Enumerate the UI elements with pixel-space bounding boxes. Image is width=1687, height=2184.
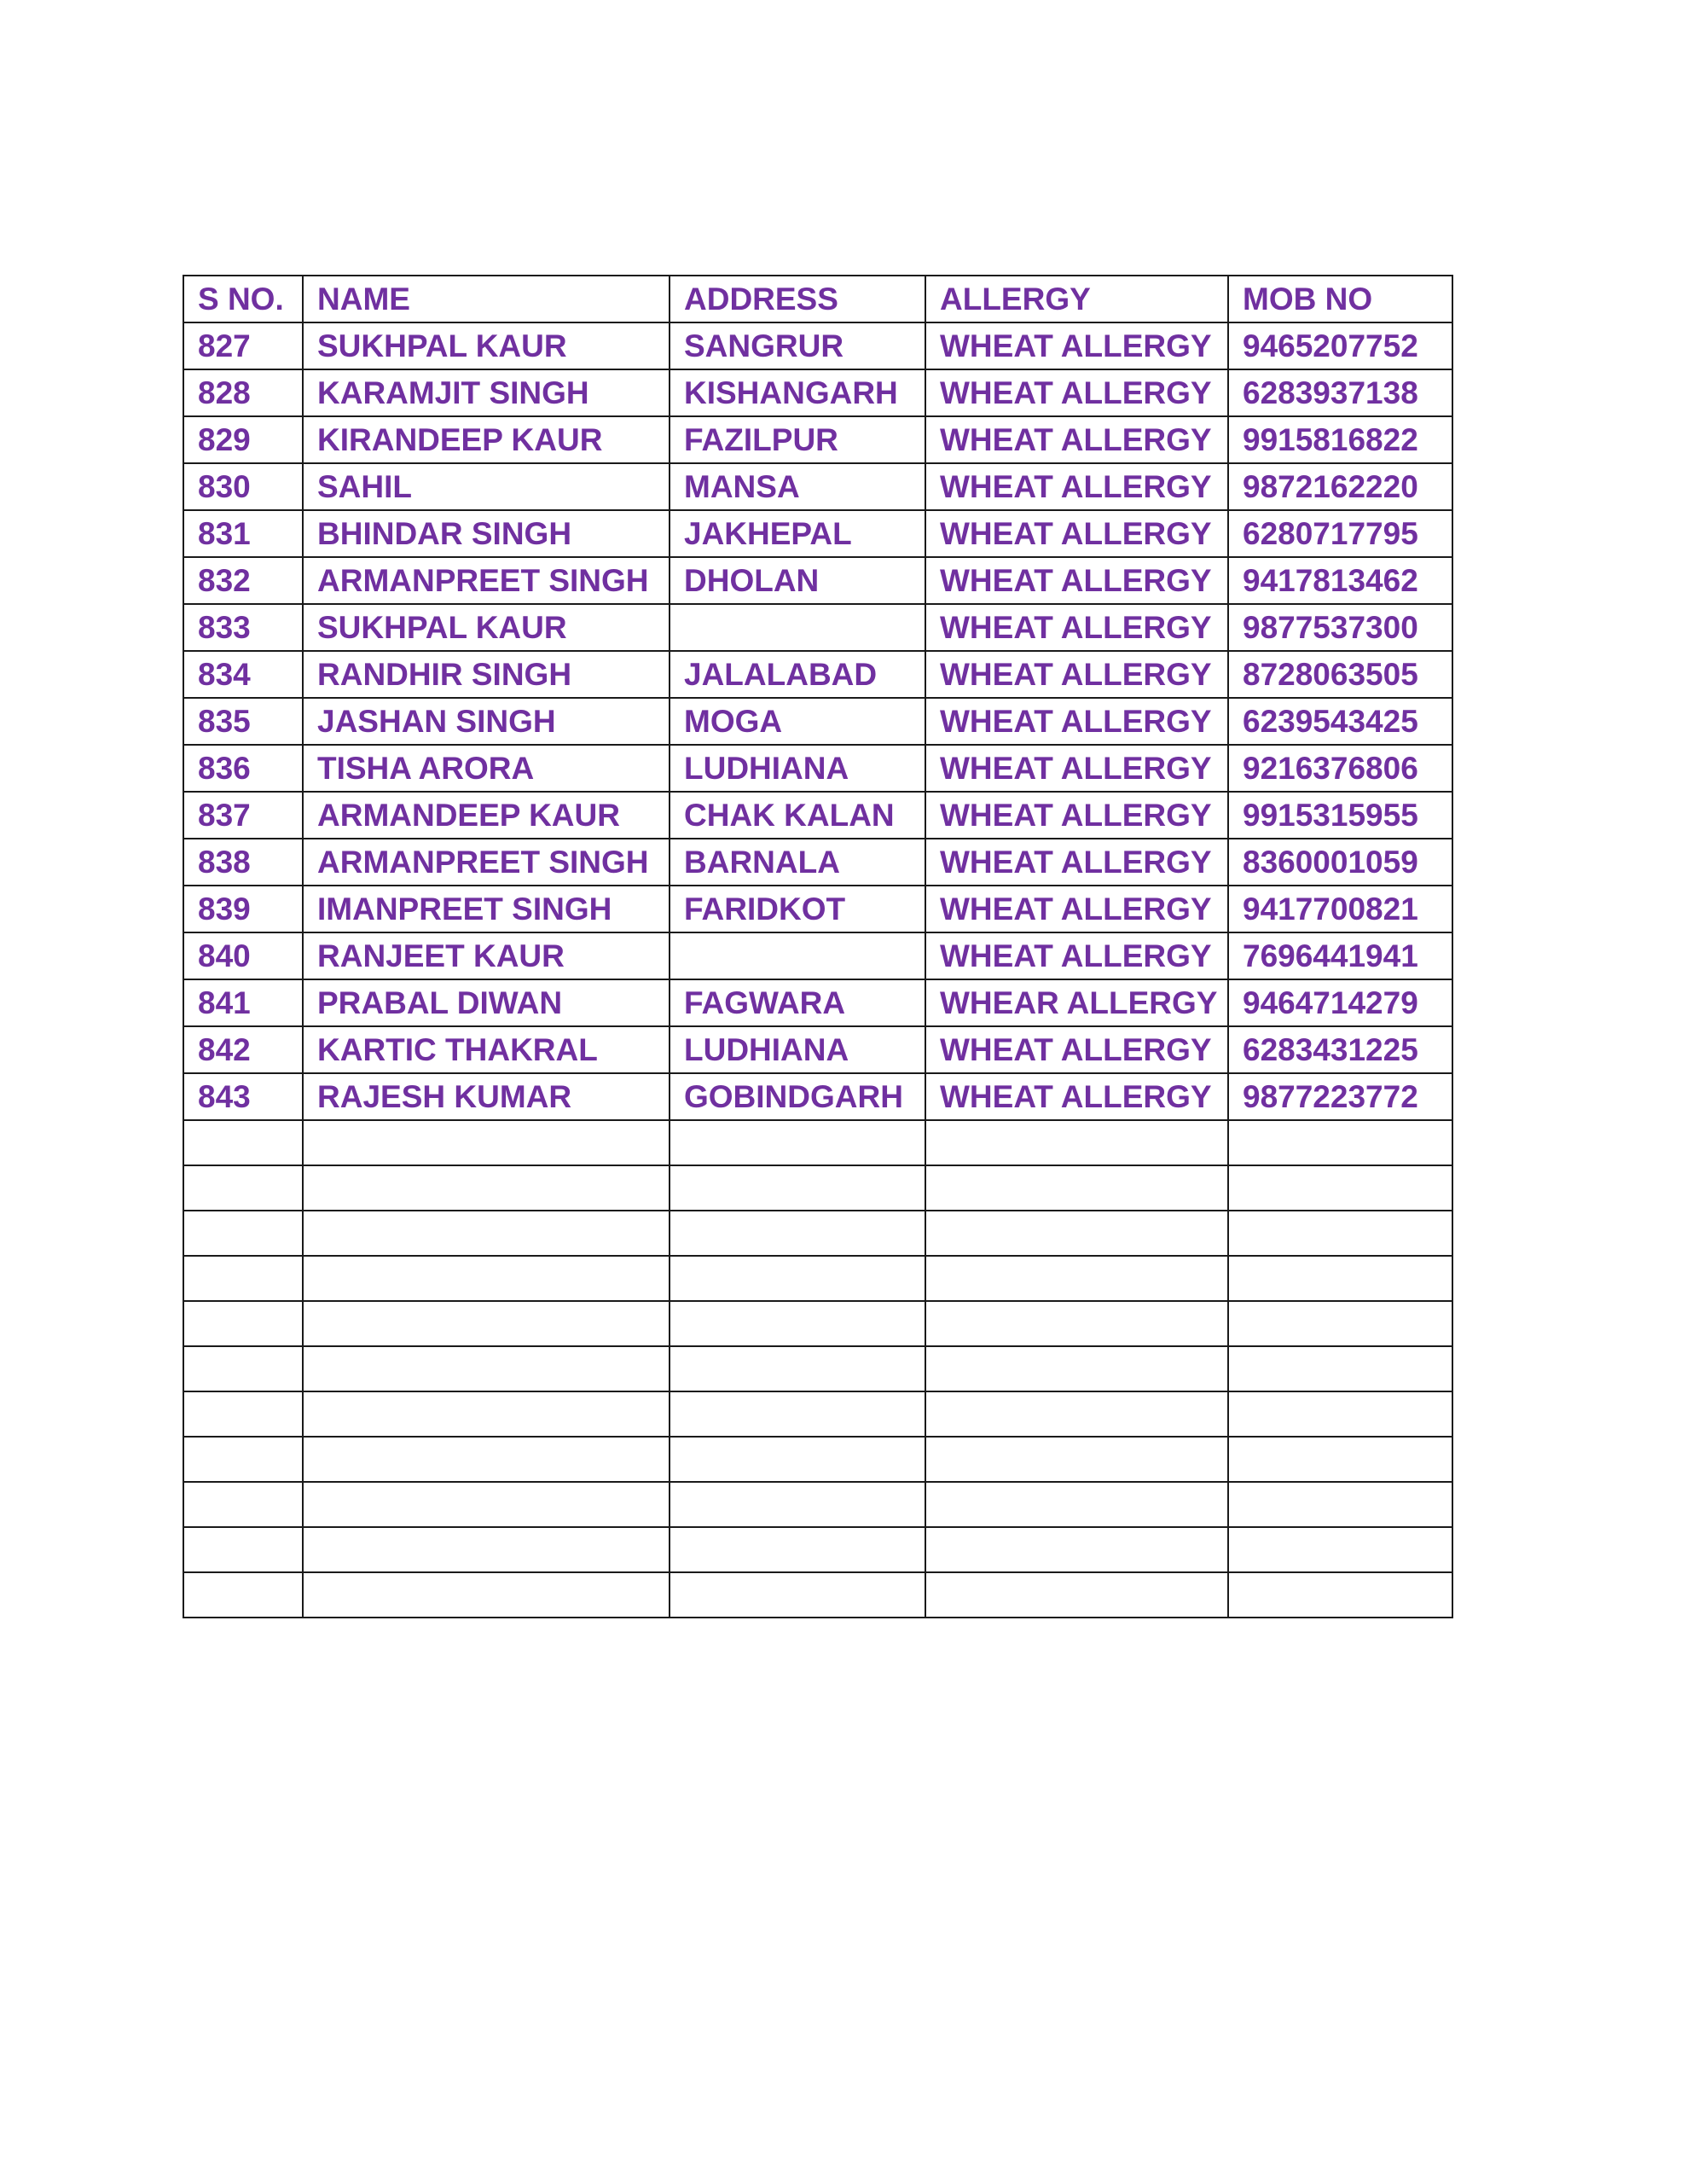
cell-allergy: WHEAT ALLERGY <box>925 369 1228 416</box>
cell-mobile-number: 9465207752 <box>1228 322 1452 369</box>
cell-name <box>303 1165 670 1211</box>
table-row <box>183 698 1452 745</box>
cell-allergy <box>925 1301 1228 1346</box>
cell-name: SAHIL <box>303 463 670 510</box>
cell-mobile-number: 9464714279 <box>1228 979 1452 1026</box>
cell-mobile-number <box>1228 1437 1452 1482</box>
cell-mobile-number: 7696441941 <box>1228 932 1452 979</box>
cell-allergy: WHEAT ALLERGY <box>925 1073 1228 1120</box>
cell-mobile-number: 9877537300 <box>1228 604 1452 651</box>
cell-address <box>670 604 925 651</box>
cell-mobile-number: 6280717795 <box>1228 510 1452 557</box>
cell-name <box>303 1437 670 1482</box>
table-row <box>183 1301 1452 1346</box>
cell-mobile-number: 6283937138 <box>1228 369 1452 416</box>
cell-mobile-number <box>1228 1572 1452 1618</box>
cell-mobile-number: 9877223772 <box>1228 1073 1452 1120</box>
cell-address: CHAK KALAN <box>670 792 925 839</box>
cell-mobile-number: 9872162220 <box>1228 463 1452 510</box>
cell-serial-number: 834 <box>183 651 303 698</box>
cell-address <box>670 1572 925 1618</box>
cell-address: BARNALA <box>670 839 925 886</box>
cell-mobile-number <box>1228 1165 1452 1211</box>
cell-mobile-number <box>1228 1346 1452 1391</box>
table-row <box>183 1572 1452 1618</box>
table-row <box>183 416 1452 463</box>
cell-allergy: WHEAT ALLERGY <box>925 886 1228 932</box>
cell-address: FAZILPUR <box>670 416 925 463</box>
cell-name: IMANPREET SINGH <box>303 886 670 932</box>
cell-allergy <box>925 1482 1228 1527</box>
cell-allergy: WHEAT ALLERGY <box>925 792 1228 839</box>
cell-name: KIRANDEEP KAUR <box>303 416 670 463</box>
cell-allergy: WHEAT ALLERGY <box>925 604 1228 651</box>
cell-name: SUKHPAL KAUR <box>303 322 670 369</box>
cell-serial-number <box>183 1301 303 1346</box>
cell-serial-number <box>183 1120 303 1165</box>
table-row <box>183 886 1452 932</box>
cell-mobile-number: 9417700821 <box>1228 886 1452 932</box>
allergy-register-table <box>183 275 1453 1618</box>
cell-serial-number: 831 <box>183 510 303 557</box>
cell-address: LUDHIANA <box>670 745 925 792</box>
cell-address <box>670 1211 925 1256</box>
cell-serial-number: 841 <box>183 979 303 1026</box>
cell-serial-number <box>183 1572 303 1618</box>
table-row <box>183 839 1452 886</box>
cell-allergy <box>925 1120 1228 1165</box>
cell-serial-number: 835 <box>183 698 303 745</box>
cell-serial-number: 830 <box>183 463 303 510</box>
cell-allergy: WHEAT ALLERGY <box>925 322 1228 369</box>
cell-allergy <box>925 1165 1228 1211</box>
cell-serial-number: 840 <box>183 932 303 979</box>
cell-serial-number: 836 <box>183 745 303 792</box>
cell-name: ARMANPREET SINGH <box>303 839 670 886</box>
cell-name <box>303 1256 670 1301</box>
header-address: ADDRESS <box>670 276 925 322</box>
cell-address <box>670 932 925 979</box>
cell-allergy: WHEAT ALLERGY <box>925 698 1228 745</box>
cell-address: MOGA <box>670 698 925 745</box>
table-row <box>183 604 1452 651</box>
cell-serial-number <box>183 1211 303 1256</box>
cell-address <box>670 1391 925 1437</box>
cell-allergy: WHEAT ALLERGY <box>925 932 1228 979</box>
cell-serial-number <box>183 1527 303 1572</box>
cell-mobile-number: 6283431225 <box>1228 1026 1452 1073</box>
cell-allergy: WHEAT ALLERGY <box>925 510 1228 557</box>
table-row <box>183 1211 1452 1256</box>
table-row <box>183 463 1452 510</box>
cell-allergy <box>925 1391 1228 1437</box>
cell-name: JASHAN SINGH <box>303 698 670 745</box>
cell-mobile-number <box>1228 1527 1452 1572</box>
cell-address: DHOLAN <box>670 557 925 604</box>
table-row <box>183 792 1452 839</box>
table-row <box>183 1527 1452 1572</box>
cell-mobile-number: 9216376806 <box>1228 745 1452 792</box>
table-row <box>183 369 1452 416</box>
table-body <box>183 322 1452 1618</box>
cell-address: JALALABAD <box>670 651 925 698</box>
cell-address: JAKHEPAL <box>670 510 925 557</box>
cell-address <box>670 1165 925 1211</box>
cell-allergy <box>925 1572 1228 1618</box>
cell-address: LUDHIANA <box>670 1026 925 1073</box>
cell-allergy <box>925 1346 1228 1391</box>
cell-name: PRABAL DIWAN <box>303 979 670 1026</box>
cell-mobile-number: 9915315955 <box>1228 792 1452 839</box>
cell-name: KARTIC THAKRAL <box>303 1026 670 1073</box>
cell-name: KARAMJIT SINGH <box>303 369 670 416</box>
cell-serial-number <box>183 1165 303 1211</box>
table-row <box>183 979 1452 1026</box>
cell-allergy <box>925 1437 1228 1482</box>
table-row <box>183 1346 1452 1391</box>
table-row <box>183 1120 1452 1165</box>
header-row <box>183 276 1452 322</box>
cell-name: RANJEET KAUR <box>303 932 670 979</box>
cell-mobile-number <box>1228 1301 1452 1346</box>
header-serial-number: S NO. <box>183 276 303 322</box>
cell-serial-number: 839 <box>183 886 303 932</box>
cell-allergy <box>925 1211 1228 1256</box>
cell-name: SUKHPAL KAUR <box>303 604 670 651</box>
cell-name <box>303 1301 670 1346</box>
cell-address <box>670 1437 925 1482</box>
cell-mobile-number: 8360001059 <box>1228 839 1452 886</box>
cell-mobile-number: 9915816822 <box>1228 416 1452 463</box>
cell-serial-number <box>183 1391 303 1437</box>
cell-serial-number <box>183 1256 303 1301</box>
cell-mobile-number: 8728063505 <box>1228 651 1452 698</box>
cell-name: ARMANPREET SINGH <box>303 557 670 604</box>
cell-address <box>670 1527 925 1572</box>
cell-allergy: WHEAT ALLERGY <box>925 416 1228 463</box>
cell-allergy <box>925 1527 1228 1572</box>
table-row <box>183 322 1452 369</box>
cell-mobile-number <box>1228 1211 1452 1256</box>
cell-allergy: WHEAT ALLERGY <box>925 839 1228 886</box>
cell-mobile-number <box>1228 1256 1452 1301</box>
cell-serial-number <box>183 1482 303 1527</box>
table-row <box>183 1026 1452 1073</box>
cell-address <box>670 1346 925 1391</box>
header-name: NAME <box>303 276 670 322</box>
cell-address: FARIDKOT <box>670 886 925 932</box>
table-row <box>183 1256 1452 1301</box>
cell-serial-number <box>183 1346 303 1391</box>
cell-address <box>670 1256 925 1301</box>
cell-address <box>670 1120 925 1165</box>
table-row <box>183 1391 1452 1437</box>
cell-serial-number: 843 <box>183 1073 303 1120</box>
header-allergy: ALLERGY <box>925 276 1228 322</box>
cell-allergy: WHEAT ALLERGY <box>925 557 1228 604</box>
cell-name <box>303 1527 670 1572</box>
cell-allergy: WHEAT ALLERGY <box>925 745 1228 792</box>
cell-address: KISHANGARH <box>670 369 925 416</box>
table-row <box>183 745 1452 792</box>
cell-allergy: WHEAR ALLERGY <box>925 979 1228 1026</box>
cell-address: SANGRUR <box>670 322 925 369</box>
table-row <box>183 1165 1452 1211</box>
cell-serial-number: 832 <box>183 557 303 604</box>
cell-mobile-number <box>1228 1482 1452 1527</box>
cell-allergy: WHEAT ALLERGY <box>925 651 1228 698</box>
cell-serial-number <box>183 1437 303 1482</box>
cell-name <box>303 1572 670 1618</box>
table-row <box>183 1073 1452 1120</box>
cell-name <box>303 1120 670 1165</box>
cell-name: RANDHIR SINGH <box>303 651 670 698</box>
cell-name: ARMANDEEP KAUR <box>303 792 670 839</box>
cell-mobile-number <box>1228 1391 1452 1437</box>
cell-allergy <box>925 1256 1228 1301</box>
cell-serial-number: 842 <box>183 1026 303 1073</box>
cell-name <box>303 1482 670 1527</box>
cell-serial-number: 837 <box>183 792 303 839</box>
cell-name <box>303 1391 670 1437</box>
cell-mobile-number: 9417813462 <box>1228 557 1452 604</box>
cell-mobile-number: 6239543425 <box>1228 698 1452 745</box>
table-row <box>183 510 1452 557</box>
cell-allergy: WHEAT ALLERGY <box>925 1026 1228 1073</box>
cell-serial-number: 829 <box>183 416 303 463</box>
cell-name: RAJESH KUMAR <box>303 1073 670 1120</box>
cell-address: MANSA <box>670 463 925 510</box>
cell-address: GOBINDGARH <box>670 1073 925 1120</box>
table-row <box>183 651 1452 698</box>
cell-name <box>303 1346 670 1391</box>
table-row <box>183 932 1452 979</box>
cell-name: BHINDAR SINGH <box>303 510 670 557</box>
cell-serial-number: 833 <box>183 604 303 651</box>
cell-allergy: WHEAT ALLERGY <box>925 463 1228 510</box>
cell-serial-number: 827 <box>183 322 303 369</box>
cell-address: FAGWARA <box>670 979 925 1026</box>
table-header <box>183 276 1452 322</box>
cell-serial-number: 828 <box>183 369 303 416</box>
cell-mobile-number <box>1228 1120 1452 1165</box>
header-mobile-number: MOB NO <box>1228 276 1452 322</box>
cell-address <box>670 1482 925 1527</box>
cell-name: TISHA ARORA <box>303 745 670 792</box>
cell-serial-number: 838 <box>183 839 303 886</box>
table-row <box>183 1437 1452 1482</box>
cell-address <box>670 1301 925 1346</box>
table-row <box>183 557 1452 604</box>
table-row <box>183 1482 1452 1527</box>
cell-name <box>303 1211 670 1256</box>
